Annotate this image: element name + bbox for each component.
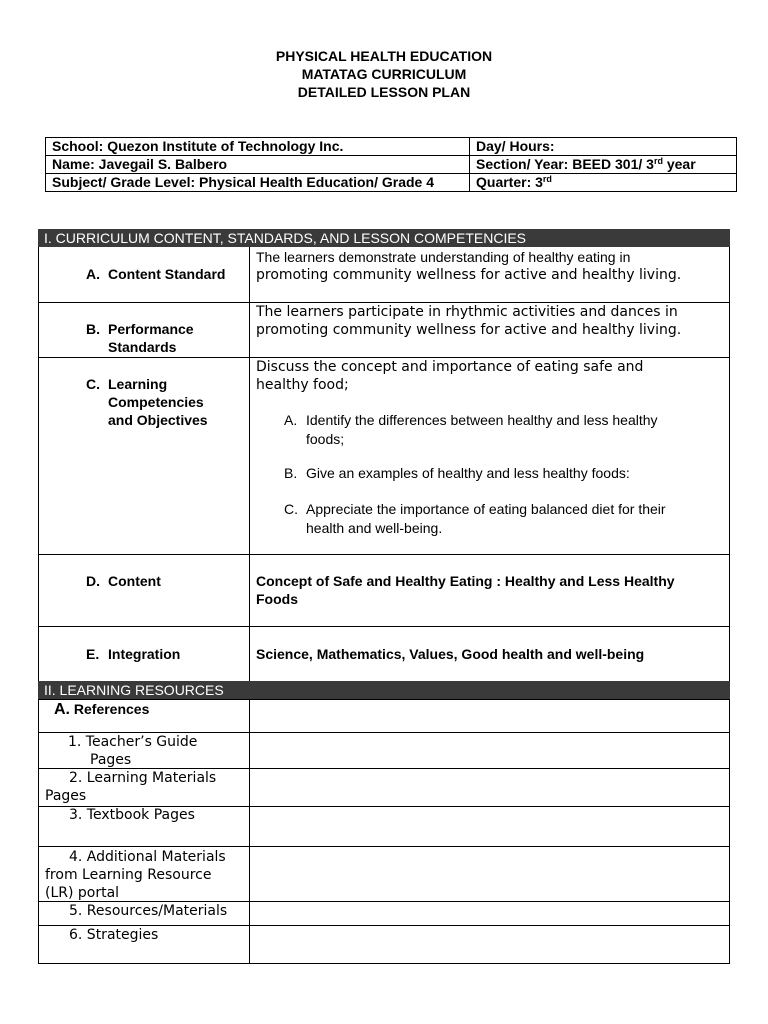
performance-standards-label: B. Performance Standards: [86, 321, 194, 355]
learning-materials-label: 2. Learning Materials Pages: [45, 770, 217, 804]
section-year-cell: Section/ Year: BEED 301/ 3rd year: [470, 156, 737, 174]
performance-standards-text: The learners participate in rhythmic activities and dances in promoting community wellness for active and healthy living.: [256, 304, 682, 338]
school-cell: School: Quezon Institute of Technology Inc.: [46, 138, 470, 156]
competencies-label: C. Learning Competencies and Objectives: [86, 376, 208, 428]
references-label: A. References: [54, 701, 150, 718]
integration-label: E. Integration: [86, 646, 181, 662]
teachers-guide-label: 1. Teacher’s Guide Pages: [68, 734, 198, 768]
competencies-intro: Discuss the concept and importance of eating safe and healthy food;: [256, 359, 644, 393]
strategies-label: 6. Strategies: [69, 927, 159, 943]
day-hours-cell: Day/ Hours:: [470, 138, 737, 156]
content-standard-text: The learners demonstrate understanding of healthy eating in promoting community wellness for active and healthy living.: [256, 249, 682, 283]
info-table: [45, 137, 737, 192]
title-line-3: DETAILED LESSON PLAN: [297, 84, 471, 100]
subject-grade-cell: Subject/ Grade Level: Physical Health Education/ Grade 4: [46, 174, 470, 192]
title-line-1: PHYSICAL HEALTH EDUCATION: [275, 48, 493, 64]
lesson-plan-table: [38, 229, 730, 964]
additional-materials-label: 4. Additional Materials from Learning Resource (LR) portal: [45, 849, 226, 901]
content-label: D. Content: [86, 573, 161, 589]
content-text: Concept of Safe and Healthy Eating : Healthy and Less Healthy Foods: [256, 573, 675, 607]
integration-text: Science, Mathematics, Values, Good health and well-being: [256, 646, 645, 662]
quarter-cell: Quarter: 3rd: [470, 174, 737, 192]
name-cell: Name: Javegail S. Balbero: [46, 156, 470, 174]
section-2-header: II. LEARNING RESOURCES: [38, 681, 730, 699]
title-line-2: MATATAG CURRICULUM: [301, 66, 467, 82]
objectives-list: A. Identify the differences between healthy and less healthy foods; B. Give an examples of healthy and less healthy foods: C. Appreciate the importance of eating balanced diet for their health and well-being.: [284, 412, 666, 536]
content-standard-label: A. Content Standard: [86, 266, 226, 282]
resources-materials-label: 5. Resources/Materials: [69, 903, 228, 919]
section-1-header: I. CURRICULUM CONTENT, STANDARDS, AND LESSON COMPETENCIES: [38, 229, 730, 247]
textbook-pages-label: 3. Textbook Pages: [69, 807, 195, 823]
